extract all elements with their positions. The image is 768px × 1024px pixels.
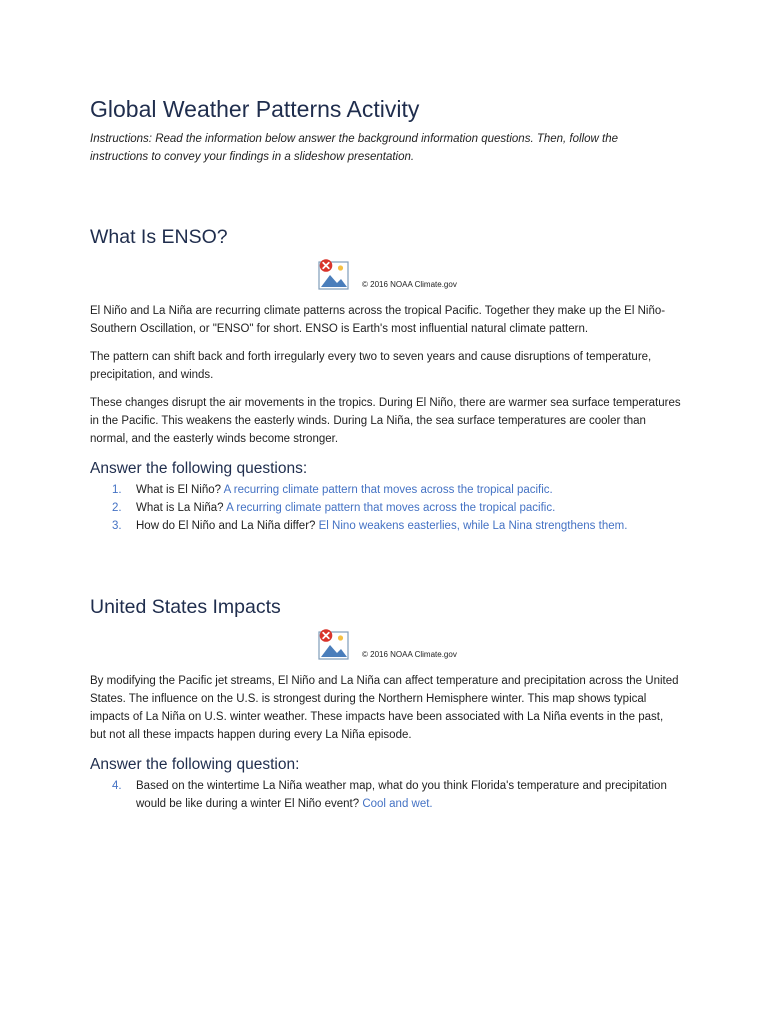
question-text-2: What is La Niña?	[136, 502, 224, 514]
question-number-2: 2.	[112, 502, 122, 514]
question-item-3	[90, 517, 690, 535]
broken-image-icon	[318, 628, 350, 660]
document-title: Global Weather Patterns Activity	[90, 96, 420, 122]
enso-figure	[318, 258, 518, 298]
enso-heading: What Is ENSO?	[90, 226, 228, 248]
question-item-4	[90, 777, 690, 813]
answer-text-3: El Nino weakens easterlies, while La Nina strengthens them.	[318, 520, 628, 532]
answer-text-4: Cool and wet.	[362, 798, 433, 810]
question-text-3: How do El Niño and La Niña differ?	[136, 520, 316, 532]
answer-text-2: A recurring climate pattern that moves across the tropical pacific.	[226, 502, 556, 514]
question-number-1: 1.	[112, 484, 122, 496]
us-impacts-heading: United States Impacts	[90, 596, 281, 618]
question-number-4: 4.	[112, 780, 122, 792]
enso-paragraph-2: The pattern can shift back and forth irregularly every two to seven years and cause disruptions of temperature, precipitation, and winds.	[90, 351, 652, 381]
us-question-heading: Answer the following question:	[90, 756, 300, 773]
question-text-1: What is El Niño?	[136, 484, 222, 496]
question-item-2	[90, 499, 690, 517]
answer-text-1: A recurring climate pattern that moves across the tropical pacific.	[223, 484, 553, 496]
question-item-1	[90, 481, 690, 499]
instructions-text: Instructions: Read the information below answer the background information questions. Then, follow the instructions to convey your findings in a slideshow presentation.	[90, 133, 619, 163]
enso-paragraph-1: El Niño and La Niña are recurring climate patterns across the tropical Pacific. Together they make up the El Niño-Southern Oscillation, or "ENSO" for short. ENSO is Earth's most influential natural climate pattern.	[90, 305, 666, 335]
broken-image-icon	[318, 258, 350, 290]
us-impacts-figure	[318, 628, 518, 668]
enso-questions-heading: Answer the following questions:	[90, 460, 308, 477]
us-impacts-image-caption: © 2016 NOAA Climate.gov	[362, 650, 457, 659]
question-number-3: 3.	[112, 520, 122, 532]
enso-question-list	[90, 481, 690, 535]
enso-paragraph-3: These changes disrupt the air movements in the tropics. During El Niño, there are warmer sea surface temperatures in the Pacific. This weakens the easterly winds. During La Niña, the sea surface temperatures are cooler than normal, and the easterly winds become stronger.	[90, 397, 681, 445]
us-question-list	[90, 777, 690, 813]
question-text-4: Based on the wintertime La Niña weather map, what do you think Florida's temperature and precipitation would be like during a winter El Niño event?	[136, 780, 667, 810]
enso-image-caption: © 2016 NOAA Climate.gov	[362, 280, 457, 289]
us-impacts-paragraph: By modifying the Pacific jet streams, El Niño and La Niña can affect temperature and precipitation across the United States. The influence on the U.S. is strongest during the Northern Hemisphere winter. This map shows typical impacts of La Niña on U.S. winter weather. These impacts have been associated with La Niña events in the past, but not all these impacts happen during every La Niña episode.	[90, 675, 679, 741]
